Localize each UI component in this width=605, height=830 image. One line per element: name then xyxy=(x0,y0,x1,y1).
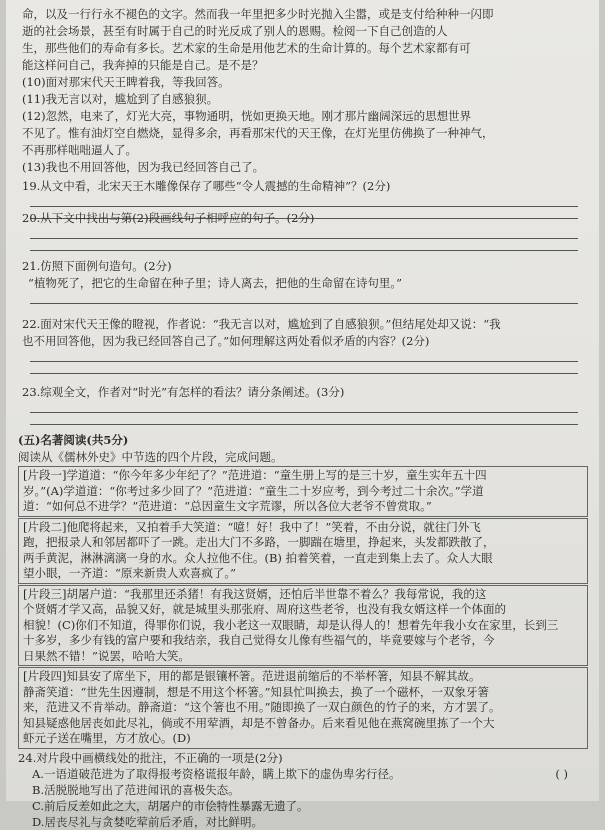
fragment-line: [片段一]学道道：“你今年多少年纪了？”范进道：“童生册上写的是三十岁，童生实年五十四 xyxy=(23,468,487,482)
question-21-example: “植物死了，把它的生命留在种子里；诗人离去，把他的生命留在诗句里。” xyxy=(28,276,403,290)
question-24-text: 24.对片段中画横线处的批注，不正确的一项是(2分) xyxy=(18,750,283,765)
answer-line[interactable] xyxy=(30,238,578,239)
reading-passage-end xyxy=(22,6,582,176)
answer-line[interactable] xyxy=(30,361,578,362)
fragment-line: 个贤婿才学又高，品貌又好，就是城里头那张府、周府这些老爷，也没有我女婿这样一个体面的 xyxy=(23,602,506,616)
question-22-text: 22.面对宋代天王像的瞪视，作者说：“我无言以对，尴尬到了自感狼狈。”但结尾处却又说：“我 xyxy=(22,317,501,331)
question-19-text: 19.从文中看，北宋天王木雕像保存了哪些“令人震撼的生命精神”？(2分) xyxy=(22,179,391,193)
question-20-text: 20.从下文中找出与第(2)段画线句子相呼应的句子。(2分) xyxy=(22,211,315,225)
fragment-line: 虾元子送在嘴里，方才放心。(D) xyxy=(23,731,191,745)
answer-line[interactable] xyxy=(30,250,578,251)
passage-line: (13)我也不用回答他，因为我已经回答自己了。 xyxy=(22,160,265,174)
question-22 xyxy=(22,316,587,374)
passage-line: (10)面对那宋代天王睥着我，等我回答。 xyxy=(22,75,230,89)
option-d[interactable]: D.居丧尽礼与贪婪吃荤前后矛盾，对比鲜明。 xyxy=(32,815,263,829)
fragment-line: [片段三]胡屠户道：“我那里还杀猪！有我这贤婿，还怕后半世靠不着么？我每常说，我的这 xyxy=(23,586,487,601)
answer-line[interactable] xyxy=(30,373,578,374)
exam-page xyxy=(6,0,599,829)
fragment-line: 静斋笑道：“世先生因遵制，想是不用这个杯箸。”知县忙叫换去，换了一个磁杯，一双象牙箸 xyxy=(23,684,490,699)
fragment-line: [片段二]他爬将起来，又拍着手大笑道：“噫！好！我中了！”笑着，不由分说，就往门外飞 xyxy=(23,519,481,534)
question-23 xyxy=(22,384,587,425)
question-20 xyxy=(22,210,587,251)
answer-paren[interactable]: ( ) xyxy=(555,767,568,781)
fragment-line: 相貌！(C)你们不知道，得罪你们说，我小老这一双眼睛，却是认得人的！想着先年我小女在家里，长到三 xyxy=(23,617,559,632)
answer-line[interactable] xyxy=(30,412,578,413)
fragment-line: [片段四]知县安了席坐下，用的都是银镶杯箸。范进退前缩后的不举杯箸，知县不解其故。 xyxy=(23,669,481,683)
passage-line: 能这样问自己，我奔掉的只能是自己。是不是？ xyxy=(22,58,264,72)
option-c[interactable]: C.前后反差如此之大，胡屠户的市侩特性暴露无遗了。 xyxy=(32,799,309,813)
fragment-line: 望小眼，一齐道：“原来新贵人欢喜疯了。” xyxy=(23,566,237,580)
fragment-2 xyxy=(18,518,588,584)
fragment-3 xyxy=(18,585,588,667)
fragment-line: 十多岁，多少有钱的富户要和我结亲，我自己觉得女儿像有些福气的，毕竟要嫁与个老爷，今 xyxy=(23,633,495,647)
classic-reading-section xyxy=(18,432,588,830)
fragment-line: 日果然不错！”说罢，哈哈大笑。 xyxy=(23,648,190,663)
answer-line[interactable] xyxy=(30,206,578,207)
section-title: (五)名著阅读(共5分) xyxy=(18,433,129,447)
fragment-line: 知县疑惑他居丧如此尽礼，倘或不用荤酒，却是不曾备办。后来看见他在燕窝碗里拣了一个大 xyxy=(23,715,495,730)
question-24-options xyxy=(18,766,588,830)
fragment-line: 跑，把报录人和邻居都吓了一跳。走出大门不多路，一脚踹在塘里，挣起来，头发都跌散了， xyxy=(23,535,495,549)
fragment-line: 两手黄泥，淋淋漓漓一身的水。众人拉他不住。(B) 拍着笑着，一直走到集上去了。众人大眼 xyxy=(23,550,493,565)
passage-line: (12)忽然，电来了，灯光大亮，事物通明，恍如更换天地。刚才那片幽阔深远的思想世界 xyxy=(22,109,472,123)
passage-line: 逝的社会场景，甚至有时属于自己的时光反成了别人的恩赐。检阅一下自己创造的人 xyxy=(22,24,448,38)
fragment-4 xyxy=(18,667,588,749)
answer-line[interactable] xyxy=(30,424,578,425)
passage-line: 不再那样咄咄逼人了。 xyxy=(22,143,137,157)
question-22-text-2: 也不用回答他，因为我已经回答自己了。”如何理解这两处看似矛盾的内容？(2分) xyxy=(22,334,430,348)
option-b[interactable]: B.活脱脱地写出了范进闻讯的喜极失态。 xyxy=(32,783,240,797)
fragment-line: 岁。”(A)学道道：“你考过多少回了？”范进道：“童生二十岁应考，到今考过二十余次。”学道 xyxy=(23,483,484,498)
passage-line: (11)我无言以对，尴尬到了自感狼狈。 xyxy=(22,92,219,106)
answer-line[interactable] xyxy=(30,303,578,304)
question-23-text: 23.综观全文，作者对“时光”有怎样的看法？请分条阐述。(3分) xyxy=(22,385,345,399)
fragment-line: 道：“如何总不进学？”范进道：“总因童生文字荒谬，所以各位大老爷不曾赏取。” xyxy=(23,499,432,513)
option-a[interactable]: A.一语道破范进为了取得报考资格谎报年龄，瞒上欺下的虚伪卑劣行径。 ( ) xyxy=(32,767,568,781)
fragment-list xyxy=(18,466,588,749)
fragment-line: 来，范进又不肯举动。静斋道：“这个箸也不用。”随即换了一双白颜色的竹子的来，方才罢了。 xyxy=(23,700,501,714)
passage-line: 不见了。惟有油灯空自燃烧，显得多余，再看那宋代的天王像，在灯光里仿佛换了一种神气， xyxy=(22,126,494,140)
question-21-text: 21.仿照下面例句造句。(2分) xyxy=(22,259,172,273)
question-21 xyxy=(22,258,587,304)
passage-line: 生，那些他们的寿命有多长。艺术家的生命是用他艺术的生命计算的。每个艺术家都有可 xyxy=(22,41,471,55)
section-instruction: 阅读从《儒林外史》中节选的四个片段，完成问题。 xyxy=(18,449,283,464)
passage-line: 命，以及一行行永不褪色的文字。然而我一年里把多少时光抛入尘嚣，或是支付给种种一闪即 xyxy=(22,7,494,21)
fragment-1 xyxy=(18,466,588,517)
